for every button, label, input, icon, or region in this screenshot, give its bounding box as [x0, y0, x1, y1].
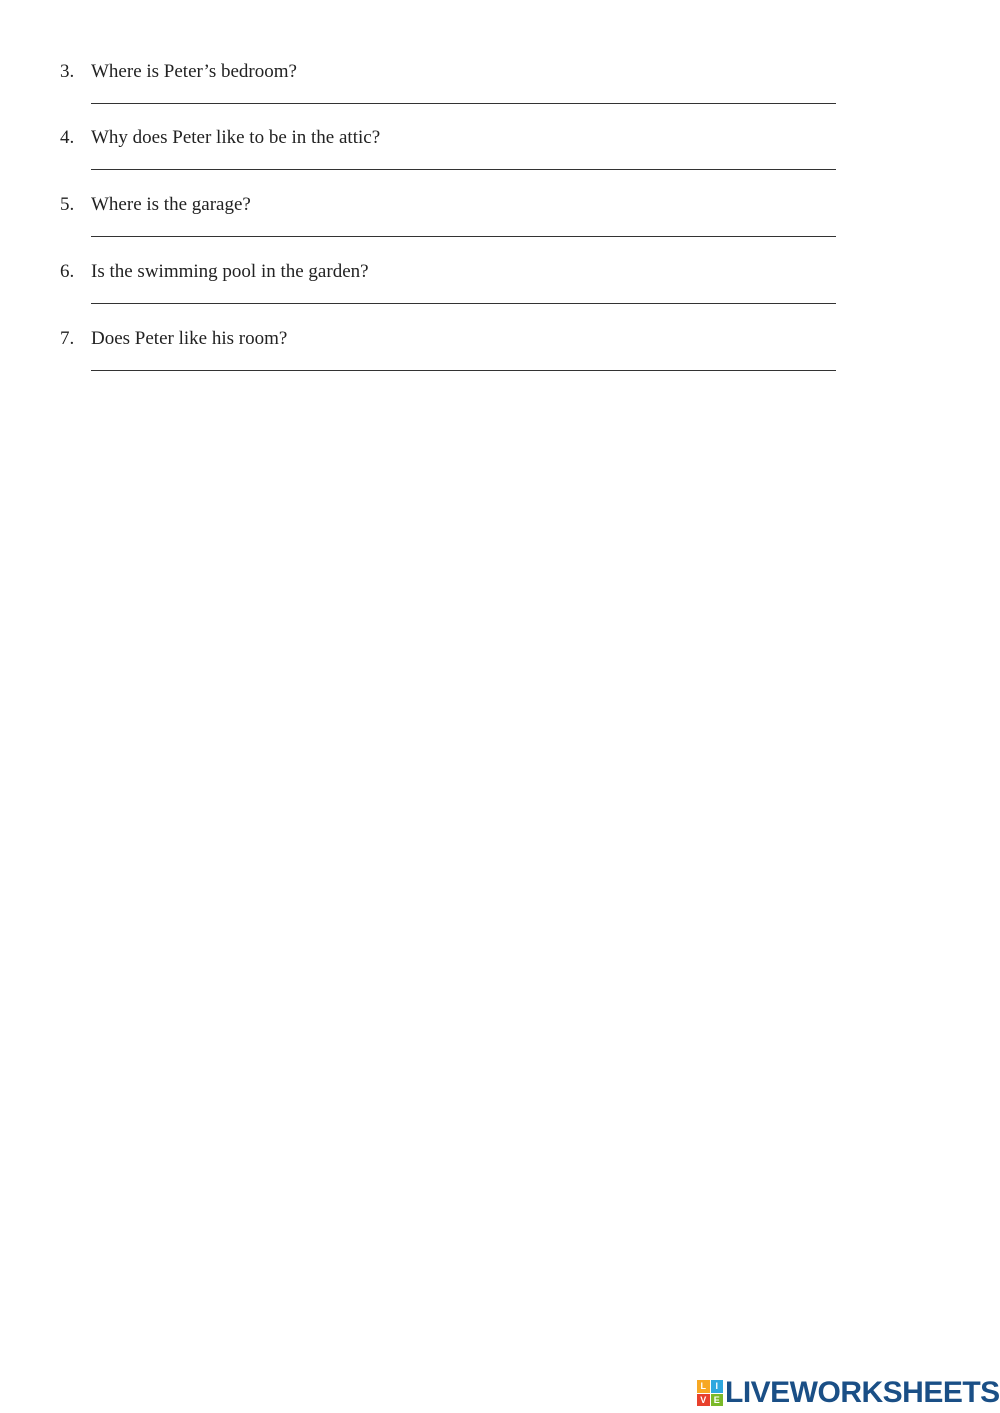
logo-mark-icon: [697, 1380, 723, 1406]
question-number: 3.: [60, 61, 75, 82]
answer-line[interactable]: [91, 169, 836, 170]
question-text: Where is Peter’s bedroom?: [91, 61, 297, 82]
question-item: [60, 194, 840, 254]
question-text: Where is the garage?: [91, 194, 251, 215]
logo-mark-letter: L: [697, 1380, 710, 1393]
answer-line[interactable]: [91, 370, 836, 371]
answer-line[interactable]: [91, 103, 836, 104]
question-number: 5.: [60, 194, 75, 215]
question-text: Is the swimming pool in the garden?: [91, 261, 369, 282]
question-item: [60, 261, 840, 321]
logo-mark-letter: E: [711, 1394, 724, 1407]
logo-mark-letter: I: [711, 1380, 724, 1393]
liveworksheets-logo: [697, 1376, 1000, 1410]
logo-text: LIVEWORKSHEETS: [725, 1376, 1000, 1409]
question-text: Why does Peter like to be in the attic?: [91, 127, 381, 148]
answer-line[interactable]: [91, 236, 836, 237]
question-text: Does Peter like his room?: [91, 328, 288, 349]
question-item: [60, 127, 840, 187]
question-number: 6.: [60, 261, 75, 282]
question-number: 4.: [60, 127, 75, 148]
logo-mark-letter: V: [697, 1394, 710, 1407]
question-item: [60, 61, 840, 121]
question-number: 7.: [60, 328, 75, 349]
question-item: [60, 328, 840, 388]
answer-line[interactable]: [91, 303, 836, 304]
